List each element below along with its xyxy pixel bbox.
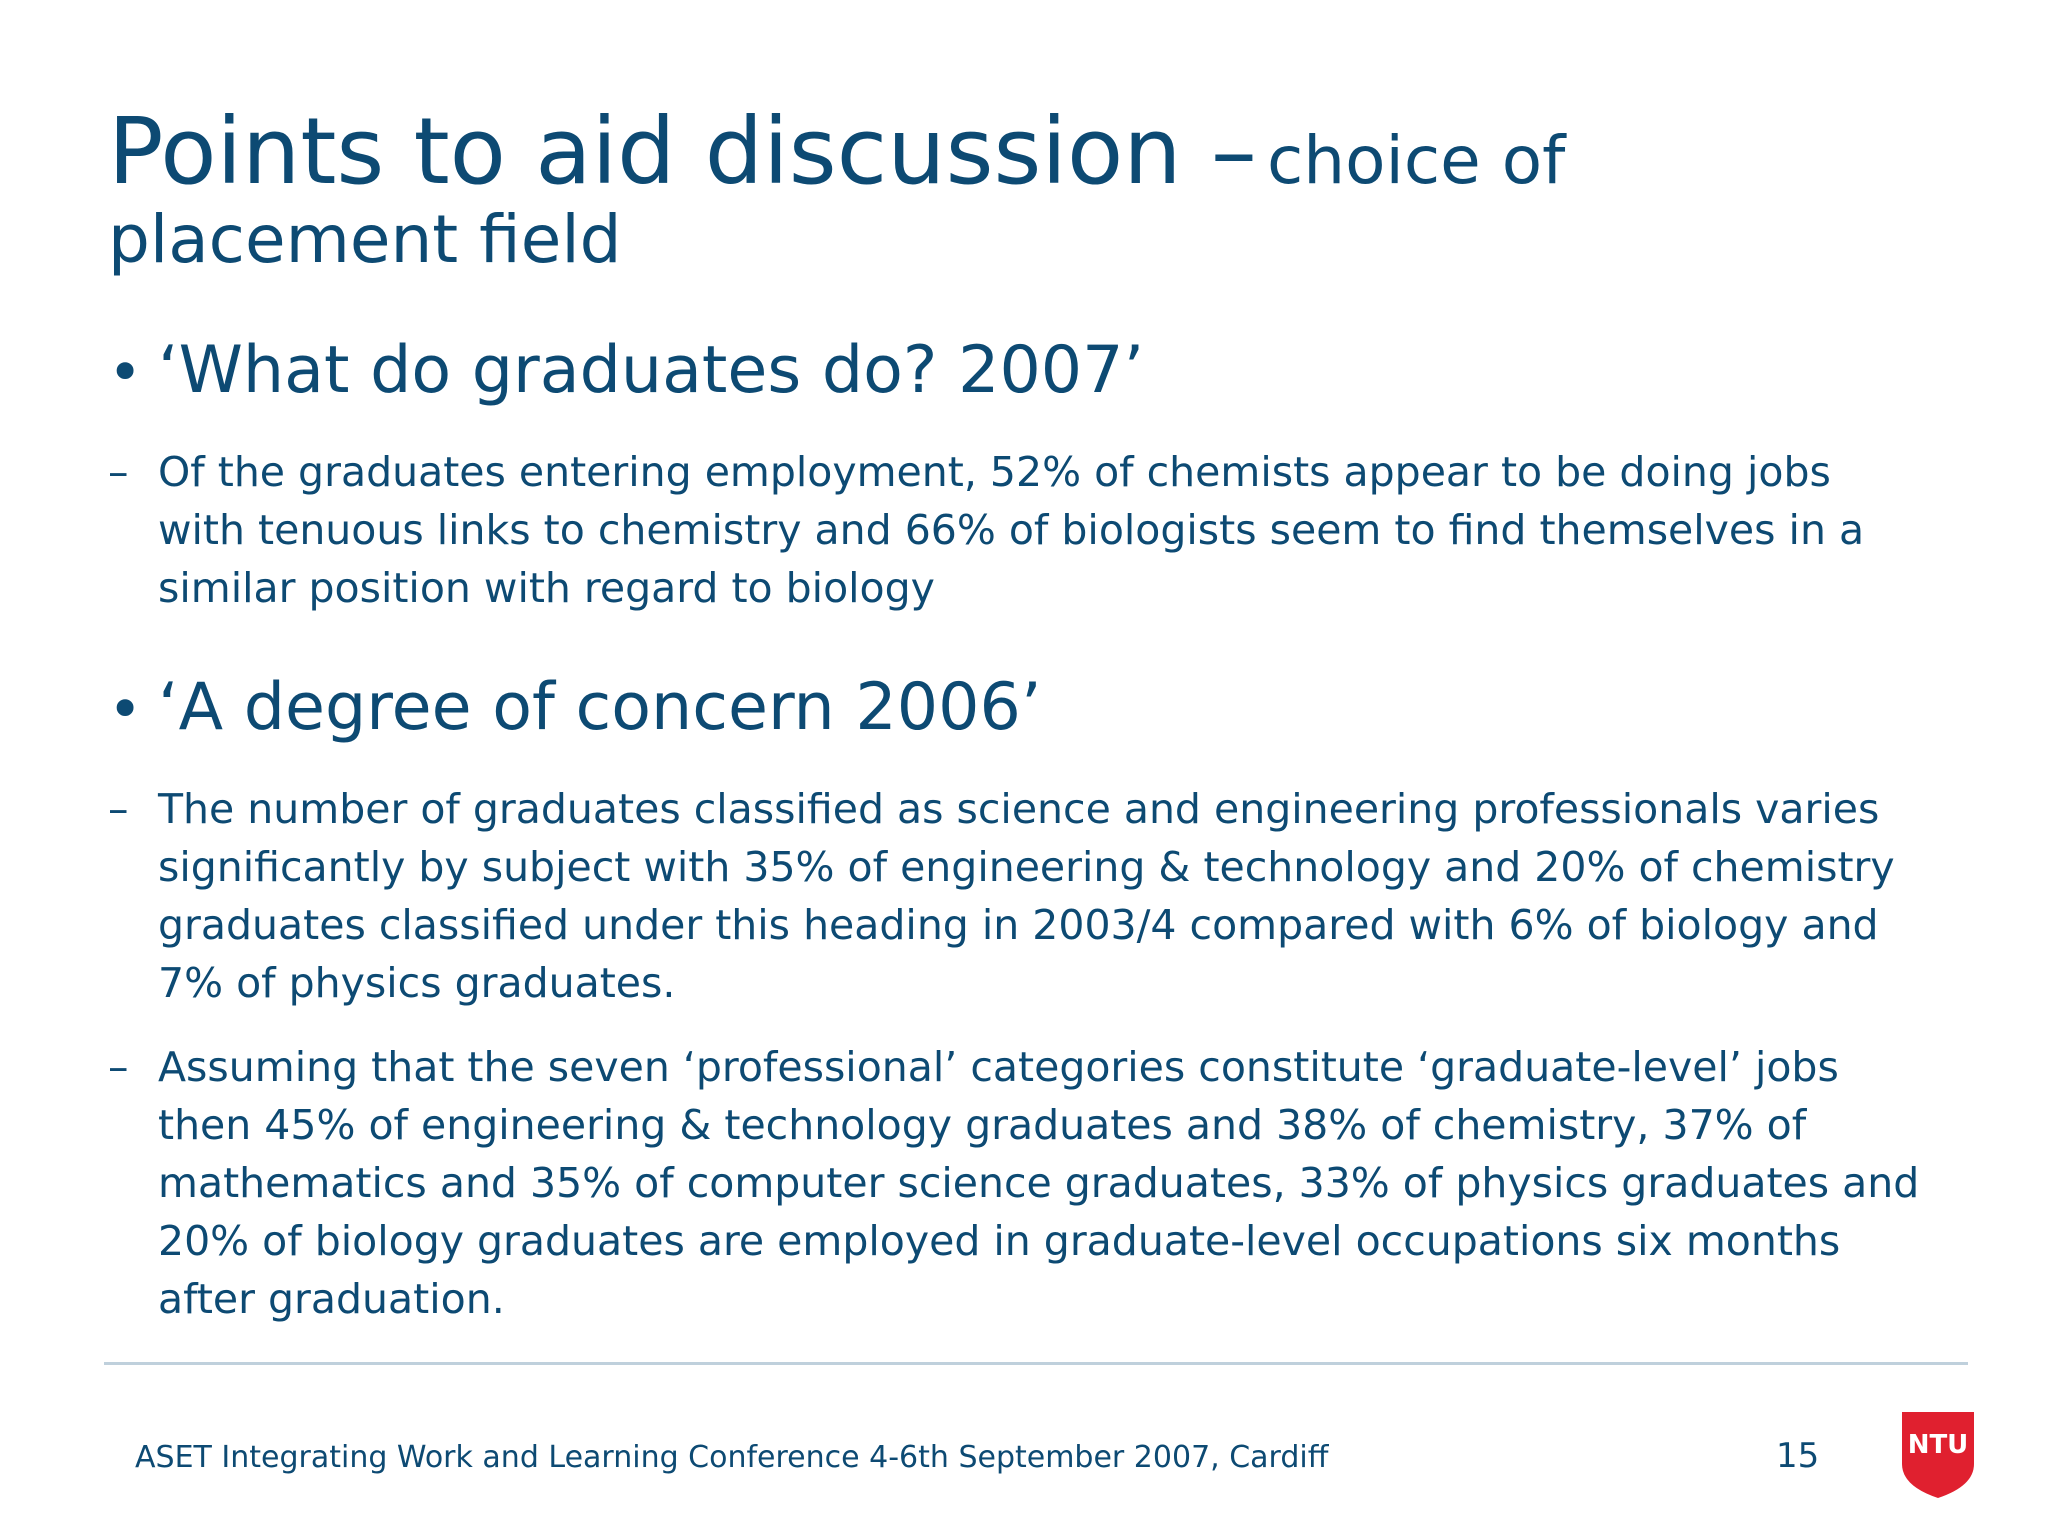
sub-bullet-text: The number of graduates classified as science and engineering professionals varies significantly by subject with 35% of engineering & technology and 20% of chemistry graduates classified under this heading in 2003/4 compared with 6% of biology and 7% of physics graduates. — [158, 784, 1895, 1007]
dash-marker: – — [108, 447, 129, 496]
section-what-do-graduates-do — [108, 335, 1968, 617]
title-subtitle-line2: placement field — [108, 201, 622, 279]
sub-bullet-item — [108, 1038, 1968, 1328]
bullet-heading — [108, 672, 1968, 744]
dash-marker: – — [108, 784, 129, 833]
footer-conference-text: ASET Integrating Work and Learning Conference 4-6th September 2007, Cardiff — [135, 1440, 1329, 1475]
dash-marker: – — [108, 1042, 129, 1091]
bullet-text: ‘What do graduates do? 2007’ — [158, 333, 1145, 408]
page-number: 15 — [1776, 1436, 1820, 1476]
ntu-logo — [1900, 1408, 1976, 1500]
slide-title — [108, 100, 1968, 277]
logo-text: NTU — [1907, 1430, 1969, 1460]
bullet-marker: • — [108, 675, 143, 743]
sub-bullet-item — [108, 780, 1968, 1012]
sub-bullet-text: Of the graduates entering employment, 52% of chemists appear to be doing jobs with tenuous links to chemistry and 66% of biologists seem to find themselves in a similar position with regard to biology — [158, 447, 1865, 612]
bullet-heading — [108, 335, 1968, 407]
sub-bullet-item — [108, 443, 1968, 617]
sub-bullet-text: Assuming that the seven ‘professional’ categories constitute ‘graduate-level’ jobs then 45% of engineering & technology graduates and 38% of chemistry, 37% of mathematics and 35% of computer science graduates, 33% of physics graduates and 20% of biology graduates are employed in graduate-level occupations six months after graduation. — [158, 1042, 1920, 1323]
footer-divider — [104, 1362, 1968, 1365]
section-degree-of-concern — [108, 672, 1968, 1328]
bullet-text: ‘A degree of concern 2006’ — [158, 670, 1042, 745]
title-subtitle-inline: choice of — [1267, 122, 1566, 199]
bullet-marker: • — [108, 338, 143, 406]
title-main: Points to aid discussion – — [108, 98, 1257, 205]
